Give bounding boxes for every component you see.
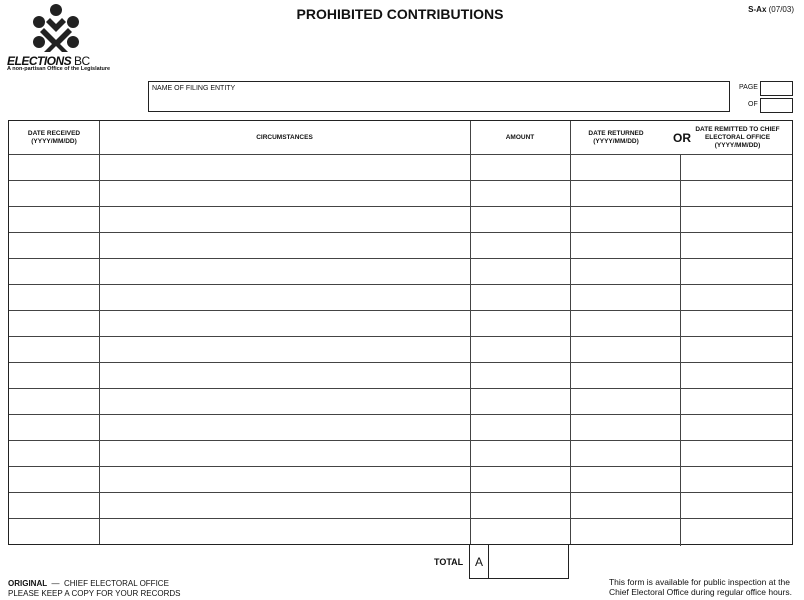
table-cell[interactable]	[100, 389, 469, 413]
table-cell[interactable]	[471, 155, 569, 179]
table-cell[interactable]	[681, 415, 793, 439]
total-label: TOTAL	[434, 557, 464, 567]
col-header-date-received: DATE RECEIVED (YYYY/MM/DD)	[27, 129, 81, 145]
table-cell[interactable]	[471, 285, 569, 309]
total-amount-field[interactable]	[469, 544, 569, 579]
table-cell[interactable]	[100, 233, 469, 257]
table-cell[interactable]	[571, 493, 679, 517]
logo-tagline: A non-partisan Office of the Legislature	[7, 66, 111, 72]
filing-entity-label: NAME OF FILING ENTITY	[152, 85, 236, 92]
page-total-field[interactable]	[760, 98, 793, 113]
col-header-circumstances: CIRCUMSTANCES	[256, 133, 313, 141]
table-cell[interactable]	[10, 493, 98, 517]
total-divider	[488, 544, 489, 578]
table-cell[interactable]	[571, 285, 679, 309]
or-label: OR	[673, 131, 691, 145]
table-cell[interactable]	[10, 311, 98, 335]
table-cell[interactable]	[681, 259, 793, 283]
page-label: PAGE	[739, 84, 758, 91]
filing-entity-field[interactable]	[148, 81, 730, 112]
footer-public-notice: This form is available for public inspection at the Chief Electoral Office during regular office hours.	[608, 577, 792, 597]
table-cell[interactable]	[471, 493, 569, 517]
table-cell[interactable]	[100, 259, 469, 283]
form-code: S-Ax (07/03)	[748, 5, 794, 14]
table-cell[interactable]	[571, 337, 679, 361]
table-cell[interactable]	[571, 415, 679, 439]
table-cell[interactable]	[571, 467, 679, 491]
table-cell[interactable]	[681, 467, 793, 491]
table-cell[interactable]	[10, 337, 98, 361]
table-cell[interactable]	[681, 363, 793, 387]
table-cell[interactable]	[100, 311, 469, 335]
table-cell[interactable]	[471, 181, 569, 205]
table-cell[interactable]	[681, 389, 793, 413]
footer-distribution: ORIGINAL — CHIEF ELECTORAL OFFICE PLEASE KEEP A COPY FOR YOUR RECORDS	[8, 579, 181, 598]
table-cell[interactable]	[471, 415, 569, 439]
table-cell[interactable]	[10, 415, 98, 439]
table-cell[interactable]	[100, 493, 469, 517]
table-cell[interactable]	[471, 467, 569, 491]
table-cell[interactable]	[681, 207, 793, 231]
table-cell[interactable]	[471, 207, 569, 231]
table-cell[interactable]	[681, 337, 793, 361]
table-cell[interactable]	[681, 493, 793, 517]
table-cell[interactable]	[10, 363, 98, 387]
table-cell[interactable]	[471, 363, 569, 387]
table-cell[interactable]	[471, 259, 569, 283]
page-number-field[interactable]	[760, 81, 793, 96]
table-cell[interactable]	[100, 441, 469, 465]
table-cell[interactable]	[100, 415, 469, 439]
table-cell[interactable]	[100, 519, 469, 543]
table-cell[interactable]	[10, 389, 98, 413]
table-cell[interactable]	[681, 285, 793, 309]
table-cell[interactable]	[571, 363, 679, 387]
table-cell[interactable]	[10, 467, 98, 491]
table-cell[interactable]	[471, 389, 569, 413]
table-cell[interactable]	[571, 155, 679, 179]
table-cell[interactable]	[100, 155, 469, 179]
col-header-date-remitted: DATE REMITTED TO CHIEF ELECTORAL OFFICE (YYYY/MM/DD)	[695, 125, 780, 149]
table-cell[interactable]	[571, 207, 679, 231]
table-cell[interactable]	[10, 207, 98, 231]
table-cell[interactable]	[471, 311, 569, 335]
elections-bc-logo	[6, 2, 116, 74]
table-cell[interactable]	[471, 519, 569, 543]
form-title: PROHIBITED CONTRIBUTIONS	[296, 6, 504, 22]
table-cell[interactable]	[471, 337, 569, 361]
table-cell[interactable]	[10, 181, 98, 205]
table-cell[interactable]	[100, 337, 469, 361]
table-cell[interactable]	[571, 441, 679, 465]
table-cell[interactable]	[10, 519, 98, 543]
table-cell[interactable]	[681, 311, 793, 335]
table-cell[interactable]	[10, 233, 98, 257]
table-cell[interactable]	[10, 259, 98, 283]
table-cell[interactable]	[100, 207, 469, 231]
table-cell[interactable]	[471, 441, 569, 465]
table-cell[interactable]	[681, 181, 793, 205]
table-cell[interactable]	[681, 233, 793, 257]
table-cell[interactable]	[571, 181, 679, 205]
table-cell[interactable]	[571, 311, 679, 335]
table-cell[interactable]	[10, 441, 98, 465]
table-cell[interactable]	[571, 259, 679, 283]
table-cell[interactable]	[571, 389, 679, 413]
table-cell[interactable]	[571, 519, 679, 543]
col-header-amount: AMOUNT	[505, 133, 535, 141]
table-cell[interactable]	[100, 181, 469, 205]
elections-bc-emblem-icon	[30, 2, 82, 52]
of-label: OF	[748, 101, 758, 108]
table-cell[interactable]	[10, 155, 98, 179]
col-header-date-returned: DATE RETURNED (YYYY/MM/DD)	[588, 129, 644, 145]
table-cell[interactable]	[681, 155, 793, 179]
table-cell[interactable]	[10, 285, 98, 309]
total-letter: A	[475, 555, 484, 569]
table-cell[interactable]	[681, 519, 793, 543]
table-cell[interactable]	[681, 441, 793, 465]
table-cell[interactable]	[471, 233, 569, 257]
logo-brand: ELECTIONS BC	[7, 54, 90, 68]
table-cell[interactable]	[571, 233, 679, 257]
table-cell[interactable]	[100, 467, 469, 491]
table-cell[interactable]	[100, 363, 469, 387]
contributions-table	[8, 120, 793, 545]
table-cell[interactable]	[100, 285, 469, 309]
